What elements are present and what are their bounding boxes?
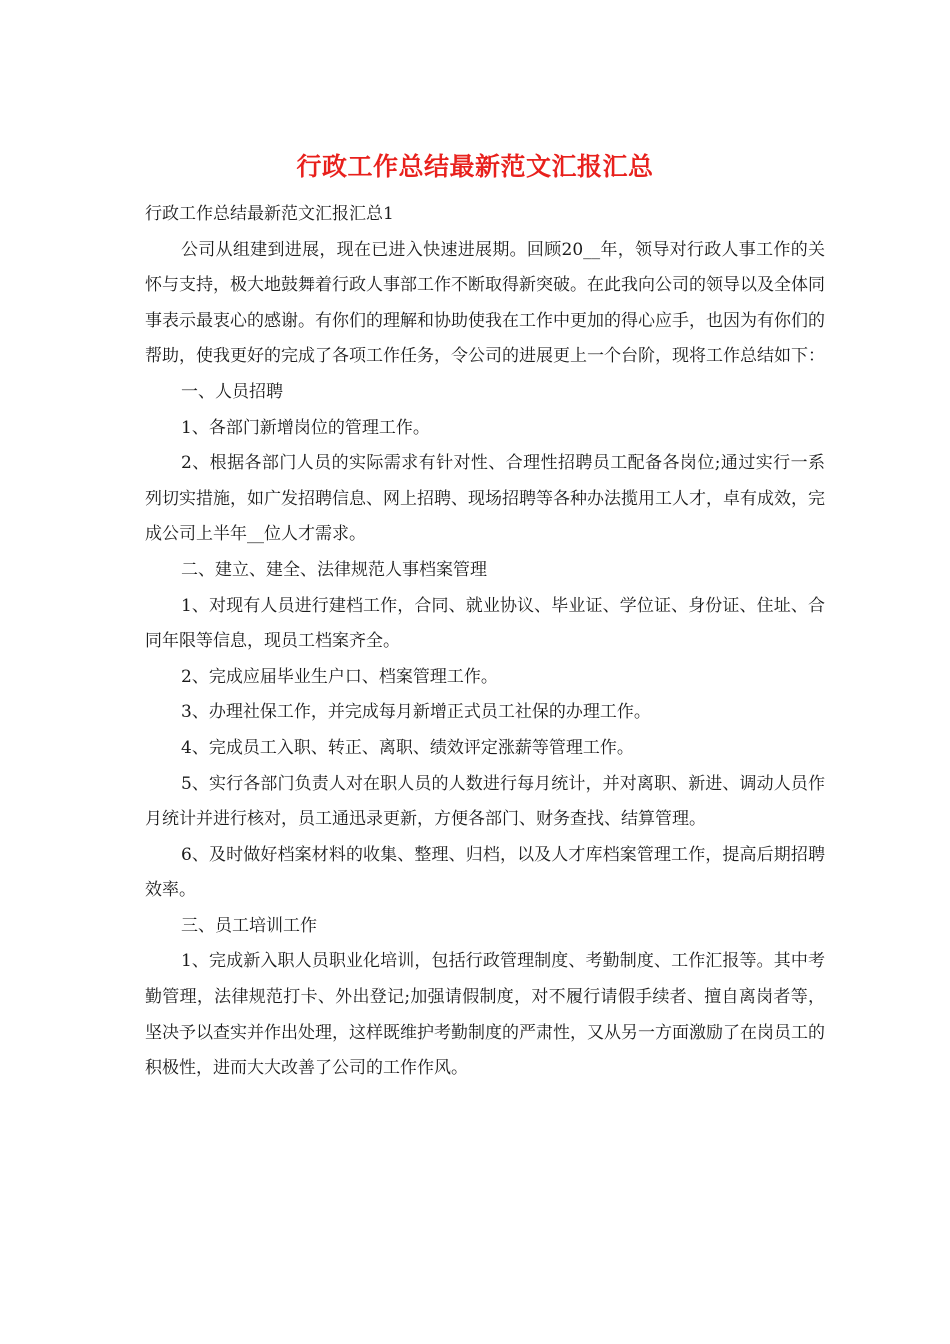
document-body — [145, 197, 825, 1087]
archives-item-1: 1、对现有人员进行建档工作，合同、就业协议、毕业证、学位证、身份证、住址、合同年限等信息，现员工档案齐全。 — [145, 595, 825, 652]
intro-paragraph: 公司从组建到进展，现在已进入快速进展期。回顾20__年，领导对行政人事工作的关怀与支持，极大地鼓舞着行政人事部工作不断取得新突破。在此我向公司的领导以及全体同事表示最衷心的感谢。有你们的理解和协助使我在工作中更加的得心应手，也因为有你们的帮助，使我更好的完成了各项工作任务，令公司的进展更上一个台阶，现将工作总结如下： — [145, 239, 825, 367]
archives-item-3: 3、办理社保工作，并完成每月新增正式员工社保的办理工作。 — [181, 702, 651, 723]
archives-item-4: 4、完成员工入职、转正、离职、绩效评定涨薪等管理工作。 — [181, 737, 634, 758]
section-heading-training: 三、员工培训工作 — [181, 915, 317, 936]
section-heading-archives: 二、建立、建全、法律规范人事档案管理 — [181, 559, 487, 580]
section-heading-recruitment: 一、人员招聘 — [181, 381, 283, 402]
document-subtitle: 行政工作总结最新范文汇报汇总1 — [145, 204, 394, 224]
recruitment-item-2: 2、根据各部门人员的实际需求有针对性、合理性招聘员工配备各岗位;通过实行一系列切实措施，如广发招聘信息、网上招聘、现场招聘等各种办法揽用工人才，卓有成效，完成公司上半年__位人才需求。 — [145, 453, 825, 545]
training-item-1: 1、完成新入职人员职业化培训，包括行政管理制度、考勤制度、工作汇报等。其中考勤管理，法律规范打卡、外出登记;加强请假制度，对不履行请假手续者、擅自离岗者等，坚决予以查实并作出处理，这样既维护考勤制度的严肃性，又从另一方面激励了在岗员工的积极性，进而大大改善了公司的工作作风。 — [145, 951, 825, 1079]
archives-item-5: 5、实行各部门负责人对在职人员的人数进行每月统计，并对离职、新进、调动人员作月统计并进行核对，员工通迅录更新，方便各部门、财务查找、结算管理。 — [145, 773, 825, 830]
recruitment-item-1: 1、各部门新增岗位的管理工作。 — [181, 417, 430, 438]
archives-item-6: 6、及时做好档案材料的收集、整理、归档，以及人才库档案管理工作，提高后期招聘效率。 — [145, 844, 825, 901]
document-title: 行政工作总结最新范文汇报汇总 — [296, 152, 654, 181]
archives-item-2: 2、完成应届毕业生户口、档案管理工作。 — [181, 666, 498, 687]
